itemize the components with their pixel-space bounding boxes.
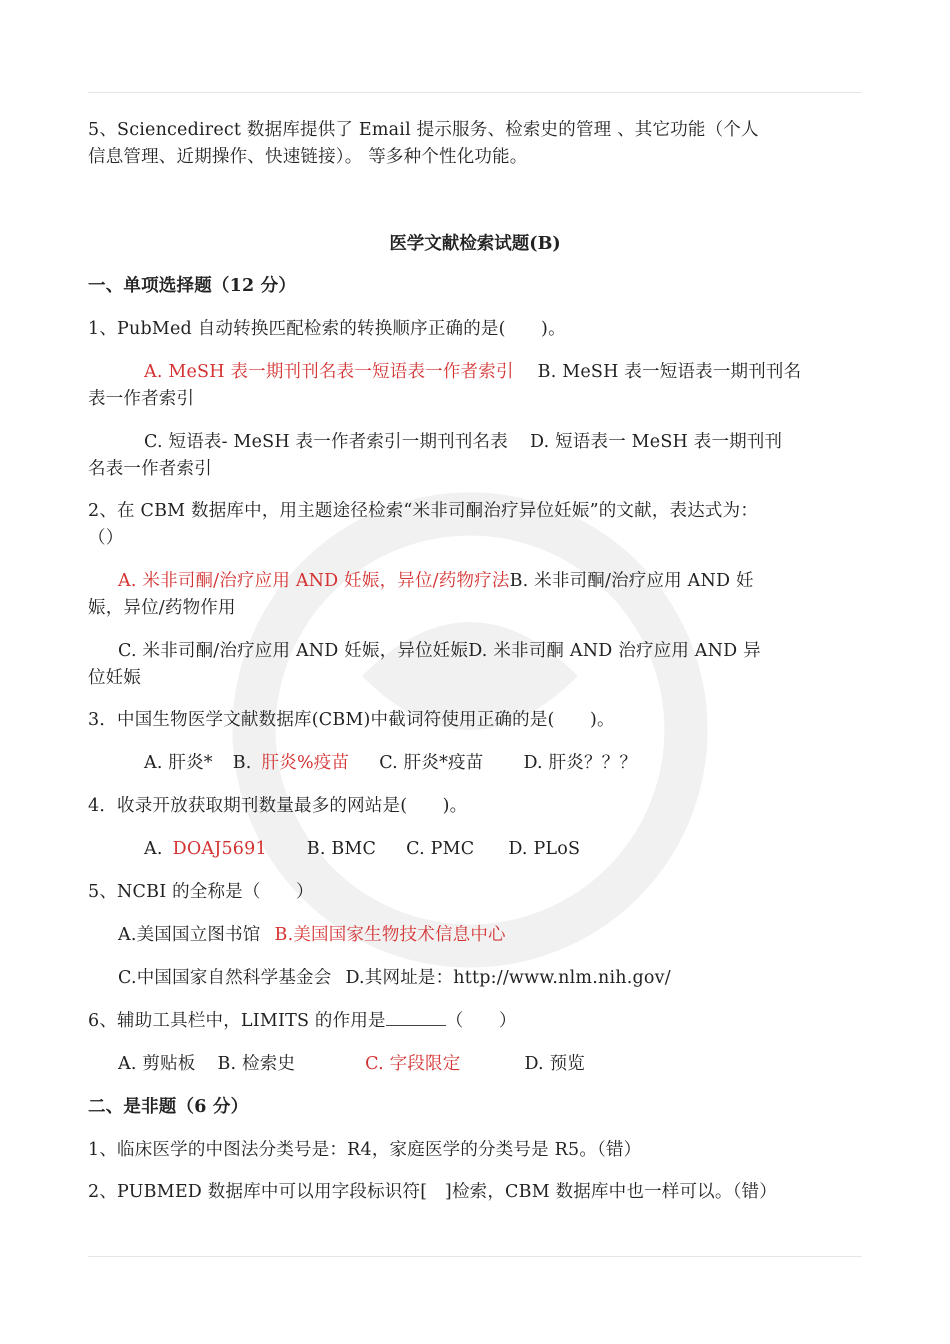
- q2-options-row1: [118, 570, 754, 592]
- q6-stem-prefix: 6、辅助工具栏中，LIMITS 的作用是: [88, 1011, 386, 1031]
- q6-options: [118, 1053, 585, 1075]
- q6-option-c: C. 字段限定: [365, 1054, 461, 1074]
- prev-q5-line2: 信息管理、近期操作、快速链接）。 等多种个性化功能。: [88, 147, 528, 167]
- q4-option-d: D. PLoS: [508, 839, 581, 859]
- top-divider: [88, 92, 862, 93]
- q2-options-row2: [118, 640, 761, 662]
- q6-option-b: B. 检索史: [217, 1054, 296, 1074]
- q4-option-a: DOAJ5691: [172, 839, 267, 859]
- q4-option-b: B. BMC: [306, 839, 377, 859]
- q3-option-a: A. 肝炎*: [144, 753, 213, 773]
- q1-stem: 1、PubMed 自动转换匹配检索的转换顺序正确的是( )。: [88, 319, 566, 339]
- page-title: 医学文献检索试题(B): [389, 234, 561, 254]
- q1-option-b-cont: 表一作者索引: [88, 389, 195, 409]
- q5-options-row1: [118, 924, 506, 946]
- q5-option-d: D.其网址是：http://www.nlm.nih.gov/: [345, 968, 671, 988]
- q2-option-b-cont: 娠，异位/药物作用: [88, 598, 236, 618]
- q5-stem: 5、NCBI 的全称是（ ）: [88, 882, 314, 902]
- q3-option-d: D. 肝炎？？？: [523, 753, 638, 773]
- q4-options: [144, 838, 580, 860]
- q6-stem-suffix: （ ）: [445, 1011, 517, 1031]
- q5-option-c: C.中国国家自然科学基金会: [118, 968, 332, 988]
- q1-option-c: C. 短语表- MeSH 表一作者索引一期刊刊名表: [144, 432, 508, 452]
- prev-q5-line1: 5、Sciencedirect 数据库提供了 Email 提示服务、检索史的管理 、其它功能（个人: [88, 120, 759, 140]
- q1-option-a: A. MeSH 表一期刊刊名表一短语表一作者索引: [144, 362, 514, 382]
- q1-option-b: B. MeSH 表一短语表一期刊刊名: [537, 362, 802, 382]
- q1-option-d-cont: 名表一作者索引: [88, 459, 212, 479]
- section1-heading: 一、单项选择题（12 分）: [88, 276, 297, 296]
- q3-option-b-prefix: B.: [232, 753, 252, 773]
- q5-option-a: A.美国国立图书馆: [118, 925, 261, 945]
- q4-option-a-prefix: A.: [144, 839, 163, 859]
- q2-option-d: D. 米非司酮 AND 治疗应用 AND 异: [468, 641, 761, 661]
- q2-stem: 2、在 CBM 数据库中，用主题途径检索“米非司酮治疗异位妊娠”的文献，表达式为：: [88, 501, 759, 521]
- q3-options: [144, 752, 637, 774]
- q5-option-b: B.美国国家生物技术信息中心: [274, 925, 506, 945]
- q4-option-c: C. PMC: [406, 839, 475, 859]
- q1-options-row2: [144, 431, 782, 453]
- q6-option-a: A. 剪贴板: [118, 1054, 196, 1074]
- section2-heading: 二、是非题（6 分）: [88, 1097, 249, 1117]
- q6-stem: [88, 1010, 517, 1032]
- q1-options-row1: [144, 361, 801, 383]
- q6-blank: [386, 1011, 446, 1026]
- bottom-divider: [88, 1256, 862, 1257]
- q3-option-b: 肝炎%疫苗: [261, 753, 350, 773]
- q3-option-c: C. 肝炎*疫苗: [379, 753, 484, 773]
- q6-option-d: D. 预览: [524, 1054, 585, 1074]
- q1-option-d: D. 短语表一 MeSH 表一期刊刊: [529, 432, 783, 452]
- q2-option-d-cont: 位妊娠: [88, 668, 142, 688]
- q4-stem: 4．收录开放获取期刊数量最多的网站是( )。: [88, 796, 468, 816]
- q3-stem: 3．中国生物医学文献数据库(CBM)中截词符使用正确的是( )。: [88, 710, 615, 730]
- tf-q1: 1、临床医学的中图法分类号是：R4，家庭医学的分类号是 R5。（错）: [88, 1140, 642, 1160]
- q2-option-a: A. 米非司酮/治疗应用 AND 妊娠，异位/药物疗法: [118, 571, 510, 591]
- tf-q2: 2、PUBMED 数据库中可以用字段标识符[ ]检索，CBM 数据库中也一样可以。（错）: [88, 1182, 777, 1202]
- q5-options-row2: [118, 967, 671, 989]
- q2-stem-cont: （）: [88, 528, 124, 548]
- q2-option-b: B. 米非司酮/治疗应用 AND 妊: [509, 571, 754, 591]
- q2-option-c: C. 米非司酮/治疗应用 AND 妊娠，异位妊娠: [118, 641, 469, 661]
